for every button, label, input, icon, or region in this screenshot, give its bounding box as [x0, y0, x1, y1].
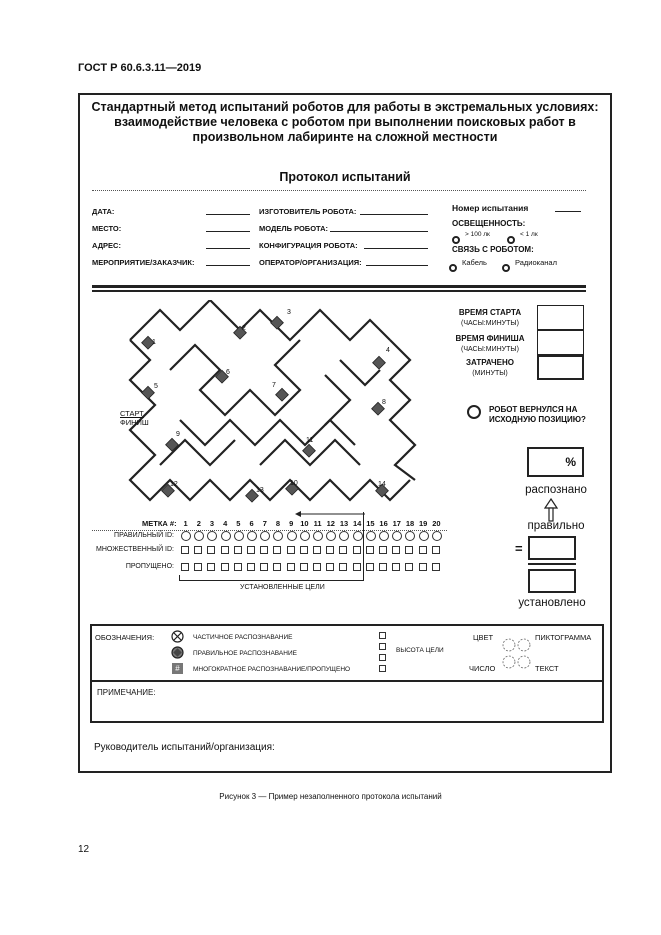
height-square-4 [379, 665, 386, 672]
missed-checkbox[interactable] [339, 563, 347, 571]
target-label-9: 9 [176, 431, 180, 438]
mark-number: 14 [353, 519, 362, 528]
comm-cable-label: Кабель [462, 258, 487, 267]
legend-partial: ЧАСТИЧНОЕ РАСПОЗНАВАНИЕ [193, 634, 293, 641]
missed-checkbox[interactable] [194, 563, 202, 571]
correct-id-checkbox[interactable] [366, 531, 376, 541]
correct-id-checkbox[interactable] [313, 531, 323, 541]
mark-number: 5 [236, 519, 241, 528]
target-label-13: 13 [256, 487, 264, 494]
quadrant-circles-icon [500, 636, 534, 672]
percent-sign: % [565, 455, 576, 469]
correct-recognition-icon [171, 646, 184, 659]
multiple-id-checkbox[interactable] [181, 546, 189, 554]
left-arrow-icon [295, 510, 367, 518]
mark-number: 11 [313, 519, 322, 528]
correct-id-checkbox[interactable] [300, 531, 310, 541]
mark-number: 8 [275, 519, 281, 528]
comm-cable-radio[interactable] [449, 258, 457, 276]
spent-time-unit: (МИНУТЫ) [472, 370, 508, 377]
correct-count-box[interactable] [528, 536, 576, 560]
field-event-line[interactable] [206, 265, 250, 266]
multiple-id-checkbox[interactable] [194, 546, 202, 554]
target-marker-5 [142, 386, 155, 399]
divider [92, 190, 586, 191]
mark-number: 9 [289, 519, 294, 528]
mark-number: 10 [300, 519, 309, 528]
mark-number: 6 [249, 519, 254, 528]
multiple-id-checkbox[interactable] [247, 546, 255, 554]
up-arrow-icon [544, 498, 558, 522]
established-bracket [179, 575, 364, 581]
maze-start-label: СТАРТ [120, 409, 144, 418]
percent-box[interactable] [527, 447, 584, 477]
multiple-id-checkbox[interactable] [326, 546, 334, 554]
established-label: установлено [518, 597, 586, 609]
mark-label: МЕТКА #: [142, 519, 177, 528]
mark-number: 2 [196, 519, 201, 528]
multiple-id-checkbox[interactable] [207, 546, 215, 554]
correct-id-checkbox[interactable] [247, 531, 257, 541]
correct-id-checkbox[interactable] [234, 531, 244, 541]
illum-low-label: < 1 лк [520, 231, 538, 238]
thick-divider [92, 285, 586, 288]
mark-number: 15 [366, 519, 375, 528]
correct-id-checkbox[interactable] [194, 531, 204, 541]
field-config-line[interactable] [364, 248, 428, 249]
multiple-id-checkbox[interactable] [379, 546, 387, 554]
field-date-line[interactable] [206, 214, 250, 215]
mark-numbers-row [179, 519, 447, 529]
correct-id-checkbox[interactable] [326, 531, 336, 541]
target-label-12: 12 [170, 481, 178, 488]
maze-wall-outer [130, 340, 410, 500]
target-label-5: 5 [154, 383, 158, 390]
mark-number: 4 [223, 519, 228, 528]
multiple-id-checkbox[interactable] [419, 546, 427, 554]
start-time-input[interactable] [537, 305, 584, 330]
finish-time-input[interactable] [537, 330, 584, 355]
target-marker-4 [373, 356, 386, 369]
correct-id-checkbox[interactable] [432, 531, 442, 541]
legend-multiple: МНОГОКРАТНОЕ РАСПОЗНАВАНИЕ/ПРОПУЩЕНО [193, 666, 351, 673]
supervisor-label: Руководитель испытаний/организация: [94, 742, 275, 753]
correct-id-checkbox[interactable] [273, 531, 283, 541]
field-date-label: ДАТА: [92, 207, 115, 216]
field-place-line[interactable] [206, 231, 250, 232]
multiple-id-checkbox[interactable] [260, 546, 268, 554]
maze-wall-right [390, 340, 415, 480]
maze-wall-inner-3 [325, 375, 350, 425]
multiple-id-checkbox[interactable] [339, 546, 347, 554]
missed-checkbox[interactable] [287, 563, 295, 571]
field-manufacturer-line[interactable] [360, 214, 428, 215]
target-label-3: 3 [287, 309, 291, 316]
correct-id-checkbox[interactable] [181, 531, 191, 541]
note-label: ПРИМЕЧАНИЕ: [97, 688, 156, 697]
radio-circle-icon [452, 236, 460, 244]
protocol-title: Стандартный метод испытаний роботов для работы в экстремальных условиях: взаимодействие человека с роботом при выполнении поисковых работ в произвольном лабиринте на сложной местности [91, 100, 599, 144]
target-label-11: 11 [306, 437, 314, 444]
multiple-id-checkbox[interactable] [273, 546, 281, 554]
row-correct-cells [179, 531, 447, 542]
correct-id-checkbox[interactable] [287, 531, 297, 541]
multiple-id-checkbox[interactable] [405, 546, 413, 554]
multiple-id-checkbox[interactable] [366, 546, 374, 554]
row-multiple-label: МНОЖЕСТВЕННЫЙ ID: [96, 546, 174, 553]
finish-time-unit: (ЧАСЫ:МИНУТЫ) [461, 346, 519, 353]
radio-circle-icon [502, 264, 510, 272]
recognized-label: распознано [525, 484, 587, 496]
target-marker-11 [303, 444, 316, 457]
document-id: ГОСТ Р 60.6.3.11—2019 [78, 62, 202, 74]
missed-checkbox[interactable] [221, 563, 229, 571]
target-marker-7 [276, 388, 289, 401]
field-config-label: КОНФИГУРАЦИЯ РОБОТА: [259, 241, 358, 250]
target-label-4: 4 [386, 347, 390, 354]
correct-id-checkbox[interactable] [221, 531, 231, 541]
mark-number: 18 [405, 519, 415, 528]
target-label-6: 6 [226, 369, 230, 376]
multiple-id-checkbox[interactable] [353, 546, 361, 554]
illum-high-label: > 100 лк [465, 231, 490, 238]
spent-time-label: ЗАТРАЧЕНО [465, 358, 515, 367]
correct-id-checkbox[interactable] [405, 531, 415, 541]
fraction-bar [528, 563, 576, 565]
correct-label: правильно [527, 520, 585, 532]
missed-checkbox[interactable] [432, 563, 440, 571]
height-square-3 [379, 654, 386, 661]
illumination-label: ОСВЕЩЕННОСТЬ: [452, 219, 526, 228]
missed-checkbox[interactable] [392, 563, 400, 571]
missed-checkbox[interactable] [313, 563, 321, 571]
legend-text: ТЕКСТ [535, 664, 559, 673]
correct-id-checkbox[interactable] [419, 531, 429, 541]
mark-number: 20 [432, 519, 441, 528]
target-label-8: 8 [382, 399, 386, 406]
target-label-7: 7 [272, 382, 276, 389]
mark-number: 12 [326, 519, 335, 528]
field-address-label: АДРЕС: [92, 241, 121, 250]
protocol-subtitle: Протокол испытаний [279, 170, 411, 184]
correct-id-checkbox[interactable] [207, 531, 217, 541]
test-number-line[interactable] [555, 211, 581, 212]
mark-number: 19 [419, 519, 428, 528]
equals-sign: = [515, 541, 523, 556]
height-square-2 [379, 643, 386, 650]
row-multiple-cells [179, 546, 447, 555]
field-event-label: МЕРОПРИЯТИЕ/ЗАКАЗЧИК: [92, 258, 195, 267]
correct-id-checkbox[interactable] [260, 531, 270, 541]
radio-circle-icon [507, 236, 515, 244]
maze-wall-inner-2 [180, 420, 355, 445]
missed-checkbox[interactable] [273, 563, 281, 571]
mark-number: 3 [209, 519, 215, 528]
mark-number: 17 [392, 519, 401, 528]
correct-id-checkbox[interactable] [339, 531, 349, 541]
multiple-id-checkbox[interactable] [234, 546, 242, 554]
mark-number: 7 [262, 519, 267, 528]
missed-checkbox[interactable] [326, 563, 334, 571]
missed-checkbox[interactable] [181, 563, 189, 571]
finish-time-label: ВРЕМЯ ФИНИША [455, 334, 525, 343]
row-correct-label: ПРАВИЛЬНЫЙ ID: [114, 532, 174, 539]
field-operator-label: ОПЕРАТОР/ОРГАНИЗАЦИЯ: [259, 258, 362, 267]
correct-id-checkbox[interactable] [353, 531, 363, 541]
thick-divider-2 [92, 290, 586, 292]
missed-checkbox[interactable] [234, 563, 242, 571]
target-label-1: 1 [152, 339, 156, 346]
maze-wall-inner-1 [170, 340, 300, 415]
row-missed-label: ПРОПУЩЕНО: [125, 563, 174, 570]
mark-number: 16 [379, 519, 388, 528]
test-number-label: Номер испытания [452, 203, 529, 213]
missed-checkbox[interactable] [379, 563, 387, 571]
radio-circle-icon [449, 264, 457, 272]
correct-id-checkbox[interactable] [379, 531, 389, 541]
multiple-id-checkbox[interactable] [432, 546, 440, 554]
multiple-id-checkbox[interactable] [392, 546, 400, 554]
target-label-10: 10 [290, 480, 298, 487]
returned-radio[interactable] [467, 405, 481, 419]
legend-label: ОБОЗНАЧЕНИЯ: [95, 633, 155, 642]
comm-radio-label: Радиоканал [515, 258, 557, 267]
missed-checkbox[interactable] [353, 563, 361, 571]
field-manufacturer-label: ИЗГОТОВИТЕЛЬ РОБОТА: [259, 207, 357, 216]
missed-checkbox[interactable] [300, 563, 308, 571]
maze-wall-top [130, 300, 390, 340]
multiple-recognition-icon: # [172, 663, 183, 674]
mark-number: 13 [339, 519, 349, 528]
height-square-1 [379, 632, 386, 639]
mark-number: 1 [183, 519, 188, 528]
comm-label: СВЯЗЬ С РОБОТОМ: [452, 245, 534, 254]
target-marker-3 [271, 316, 284, 329]
missed-checkbox[interactable] [247, 563, 255, 571]
multiple-id-checkbox[interactable] [221, 546, 229, 554]
target-label-2: 2 [242, 325, 246, 332]
returned-question: РОБОТ ВЕРНУЛСЯ НА ИСХОДНУЮ ПОЗИЦИЮ? [489, 405, 586, 424]
multiple-id-checkbox[interactable] [313, 546, 321, 554]
field-model-line[interactable] [330, 231, 428, 232]
field-place-label: МЕСТО: [92, 224, 122, 233]
spent-time-input[interactable] [537, 355, 584, 380]
field-address-line[interactable] [206, 248, 250, 249]
legend-correct: ПРАВИЛЬНОЕ РАСПОЗНАВАНИЕ [193, 650, 297, 657]
legend-pictogram: ПИКТОГРАММА [535, 633, 592, 642]
multiple-id-checkbox[interactable] [300, 546, 308, 554]
correct-id-checkbox[interactable] [392, 531, 402, 541]
legend-number: ЧИСЛО [469, 664, 496, 673]
missed-checkbox[interactable] [260, 563, 268, 571]
legend-divider [90, 680, 604, 682]
field-operator-line[interactable] [366, 265, 428, 266]
legend-height: ВЫСОТА ЦЕЛИ [396, 647, 444, 654]
row-missed-cells [179, 563, 447, 572]
figure-caption: Рисунок 3 — Пример незаполненного протокола испытаний [219, 792, 442, 801]
partial-recognition-icon [171, 630, 184, 643]
start-time-unit: (ЧАСЫ:МИНУТЫ) [461, 320, 519, 327]
target-label-14: 14 [378, 481, 386, 488]
established-count-box[interactable] [528, 569, 576, 593]
comm-radio-radio[interactable] [502, 258, 510, 276]
missed-checkbox[interactable] [366, 563, 374, 571]
legend-color: ЦВЕТ [473, 633, 494, 642]
maze-diagram [110, 300, 430, 515]
maze-finish-label: ФИНИШ [120, 418, 149, 427]
missed-checkbox[interactable] [405, 563, 413, 571]
start-time-label: ВРЕМЯ СТАРТА [458, 308, 522, 317]
missed-checkbox[interactable] [207, 563, 215, 571]
missed-checkbox[interactable] [419, 563, 427, 571]
established-targets-label: УСТАНОВЛЕННЫЕ ЦЕЛИ [240, 584, 325, 591]
field-model-label: МОДЕЛЬ РОБОТА: [259, 224, 329, 233]
page-number: 12 [78, 844, 90, 855]
multiple-id-checkbox[interactable] [287, 546, 295, 554]
